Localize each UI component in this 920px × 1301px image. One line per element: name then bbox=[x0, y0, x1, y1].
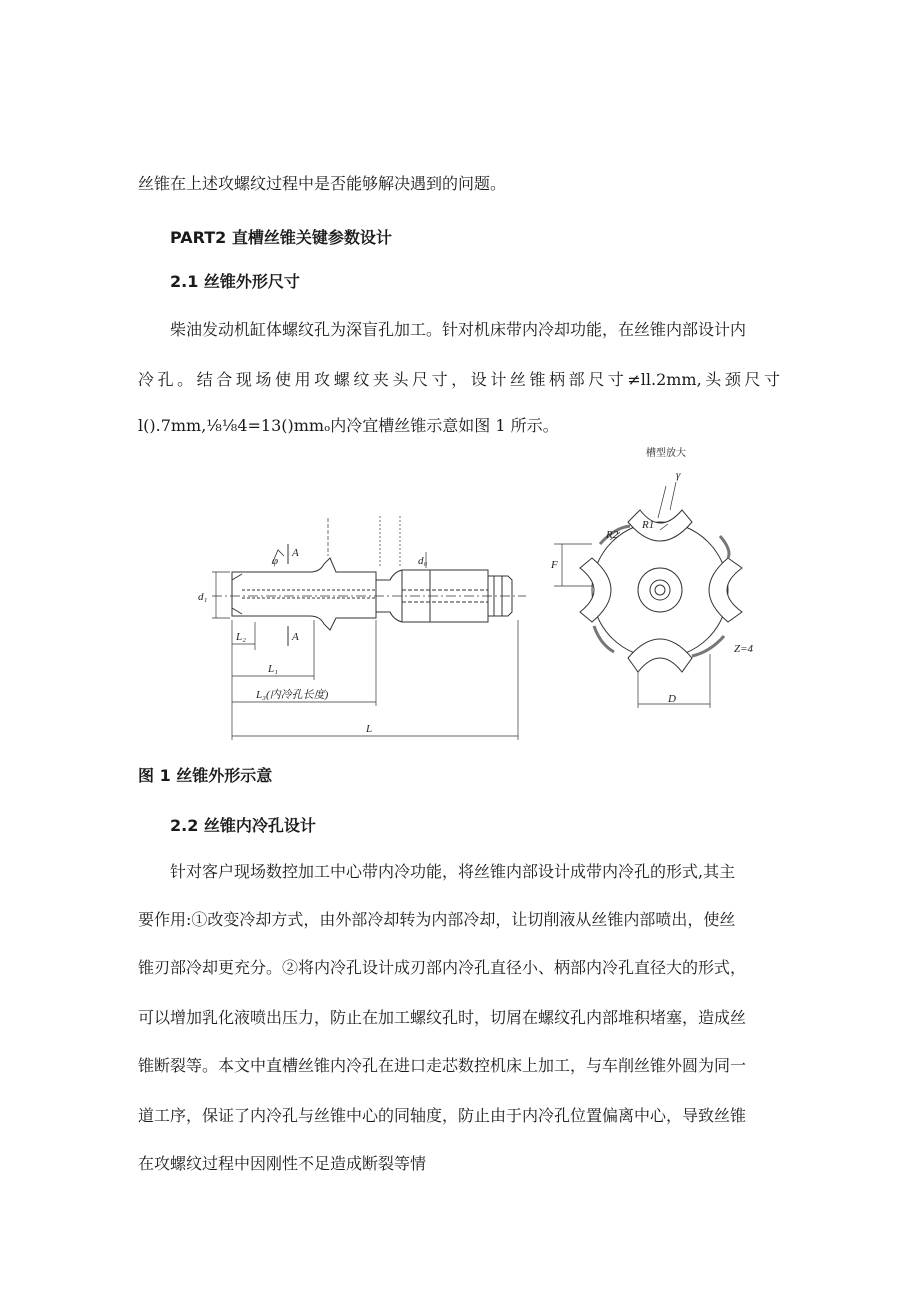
paragraph-top-tail: 丝锥在上述攻螺纹过程中是否能够解决遇到的问题。 bbox=[138, 174, 507, 193]
section-2-2-line-7: 在攻螺纹过程中因刚性不足造成断裂等情 bbox=[138, 1154, 427, 1173]
section-2-1-line-1: 柴油发动机缸体螺纹孔为深盲孔加工。针对机床带内冷却功能，在丝锥内部设计内 bbox=[170, 320, 747, 339]
section-2-2-line-1: 针对客户现场数控加工中心带内冷功能，将丝锥内部设计成带内冷孔的形式,其主 bbox=[170, 862, 736, 881]
label-d0: d₀ bbox=[418, 555, 428, 567]
label-r2: R2 bbox=[606, 529, 619, 541]
label-zoom: 槽型放大 bbox=[646, 448, 686, 459]
section-2-2-line-2: 要作用:①改变冷却方式，由外部冷却转为内部冷却，让切削液从丝锥内部喷出，使丝 bbox=[138, 910, 736, 929]
section-2-2-heading: 2.2 丝锥内冷孔设计 bbox=[170, 816, 316, 835]
label-phi: φ bbox=[272, 555, 279, 567]
label-d-small: D bbox=[668, 693, 676, 705]
section-2-2-line-6: 道工序，保证了内冷孔与丝锥中心的同轴度，防止由于内冷孔位置偏离中心，导致丝锥 bbox=[138, 1106, 747, 1125]
label-r1: R1 bbox=[642, 519, 655, 531]
section-2-1-line-2: 冷孔。结合现场使用攻螺纹夹头尺寸，设计丝锥柄部尺寸≠ll.2mm,头颈尺寸 bbox=[138, 370, 780, 389]
figure-caption: 图 1 丝锥外形示意 bbox=[138, 766, 273, 785]
tap-thread-body bbox=[232, 558, 376, 630]
tap-figure bbox=[190, 440, 754, 750]
label-l1: L₁ bbox=[268, 663, 278, 675]
part2-heading: PART2 直槽丝锥关键参数设计 bbox=[170, 228, 392, 247]
section-2-1-line-3: l().7mm,⅛⅛4=13()mmₒ内冷宜槽丝锥示意如图 1 所示。 bbox=[138, 416, 559, 435]
section-2-2-line-3: 锥刃部冷却更充分。②将内冷孔设计成刃部内冷孔直径小、柄部内冷孔直径大的形式， bbox=[138, 958, 747, 977]
label-d1: d₁ bbox=[198, 591, 208, 603]
label-f: F bbox=[551, 559, 558, 571]
label-a-top: A bbox=[292, 547, 299, 559]
label-l3: L₃(内冷孔长度) bbox=[256, 689, 329, 701]
label-z: Z=4 bbox=[734, 643, 754, 655]
tap-cross-section bbox=[554, 482, 742, 708]
section-2-1-heading: 2.1 丝锥外形尺寸 bbox=[170, 272, 300, 291]
label-l2: L₂ bbox=[236, 631, 246, 643]
section-2-2-line-5: 锥断裂等。本文中直槽丝锥内冷孔在进口走芯数控机床上加工，与车削丝锥外圆为同一 bbox=[138, 1056, 747, 1075]
label-l: L bbox=[366, 723, 373, 735]
section-2-2-line-4: 可以增加乳化液喷出压力，防止在加工螺纹孔时，切屑在螺纹孔内部堆积堵塞，造成丝 bbox=[138, 1008, 747, 1027]
label-a-bottom: A bbox=[292, 631, 299, 643]
label-gamma: γ bbox=[676, 469, 681, 481]
